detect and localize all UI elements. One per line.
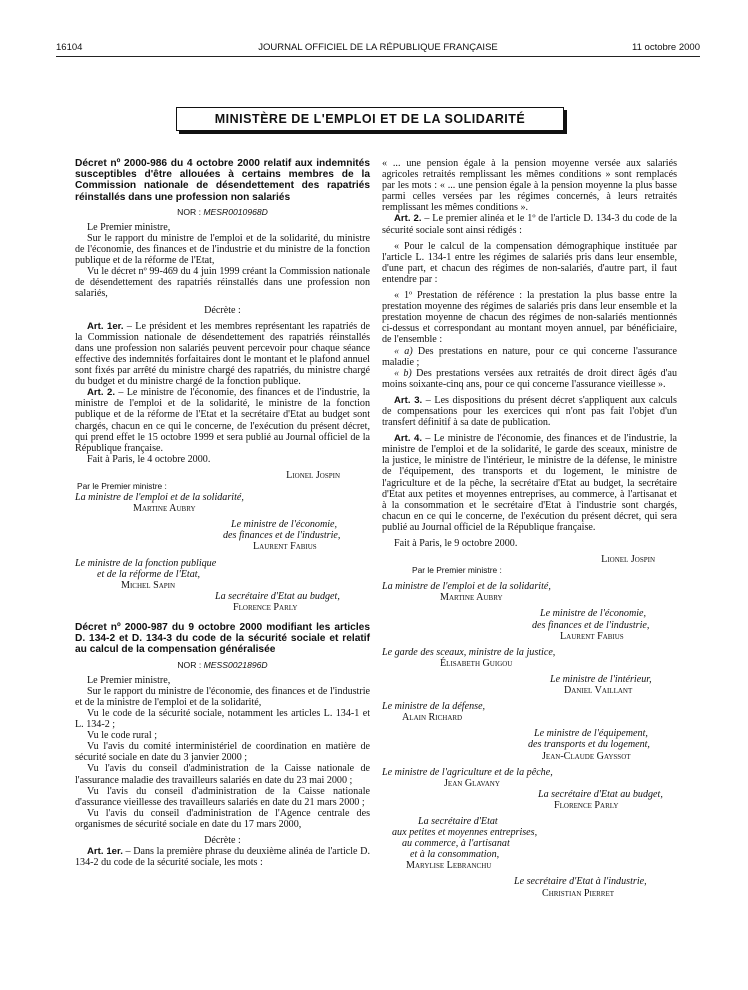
decree2-par-pm: Par le Premier ministre :	[412, 565, 502, 576]
decree2-r5	[382, 368, 677, 390]
decree2-s4-title: Le ministre de l'intérieur,	[550, 673, 652, 685]
decree2-s6-title-a: Le ministre de l'équipement,	[534, 728, 648, 740]
decree2-r5-text: Des prestations versées aux retraités de droit direct âgés d'au moins soixante-cinq ans, pour ce qui concerne l'assurance vieillesse ».	[382, 367, 678, 390]
decree1-s1-title: La ministre de l'emploi et de la solidarité,	[75, 492, 244, 504]
decree1-nor	[75, 207, 370, 218]
decree2-r1: « ... une pension égale à la pension moyenne versée aux salariés agricoles retraités remplissant les mêmes conditions » sont remplacés par les mots : « ... une pension égale à la pension moyenne la plus basse parmi celles versées par les régimes concernés, à leurs retraités remplissant les mêmes conditions ».	[382, 158, 677, 214]
decree2-s5-title: Le ministre de la défense,	[382, 701, 486, 713]
decree2-nor-code: MESS0021896D	[203, 659, 268, 670]
decree2-s5-name: Alain Richard	[402, 712, 463, 724]
decree1-art2	[75, 387, 370, 454]
decree1-s4-name: Florence Parly	[233, 601, 298, 613]
decree1-par-pm: Par le Premier ministre :	[77, 480, 167, 491]
decree1-fait: Fait à Paris, le 4 octobre 2000.	[87, 453, 211, 465]
decree1-art1-text: – Le président et les membres représentant les rapatriés de la Commission nationale de désendettement des rapatriés réinstallés dans une profession non salariés peuvent percevoir pour chaque séance effective des indemnités forfaitaires dont le montant et le plafond annuel sont fixés par arrêté du ministre chargé des rapatriés, du ministre chargé du budget et du ministre chargé de la fonction publique.	[75, 320, 371, 388]
decree2-s7-name: Jean Glavany	[444, 777, 500, 789]
left-column	[75, 158, 370, 868]
decree2-p1: Le Premier ministre,	[87, 674, 171, 686]
decree2-s1-name: Martine Aubry	[440, 592, 503, 604]
decree1-s2-title-a: Le ministre de l'économie,	[231, 519, 338, 531]
decree2-s9-c: au commerce, à l'artisanat	[402, 838, 510, 850]
decree2-s7-title: Le ministre de l'agriculture et de la pêche,	[382, 766, 553, 778]
decree1-s3-title-b: et de la réforme de l'Etat,	[97, 568, 201, 580]
decree2-r4-marker: « a)	[394, 345, 413, 357]
decree2-p5: Vu l'avis du comité interministériel de coordination en matière de sécurité sociale en date du 3 janvier 2000 ;	[75, 741, 370, 764]
decree2-art3-text: – Les dispositions du présent décret s'appliquent aux calculs de compensations pour les exercices qui n'ont pas fait l'objet d'un transfert définitif à sa date de publication.	[382, 394, 677, 429]
decree2-art2-text: – Le premier alinéa et le 1º de l'article D. 134-3 du code de la sécurité sociale sont ainsi rédigés :	[382, 213, 677, 236]
decree1-s2-title-b: des finances et de l'industrie,	[223, 530, 341, 542]
decree2-s6-title-b: des transports et du logement,	[528, 739, 650, 751]
decree1-p3: Vu le décret nº 99-469 du 4 juin 1999 créant la Commission nationale de désendettement des rapatriés réinstallés dans une profession non salariés,	[75, 266, 370, 300]
decree2-art1-label: Art. 1er.	[87, 846, 123, 858]
decree2-r3: « 1º Prestation de référence : la prestation la plus basse entre la prestation moyenne des régimes de salariés pris dans leur ensemble et la prestation moyenne de chacun des régimes de non-salariés mentionnés ci-dessus et correspondant au montant moyen annuel, par bénéficiaire, de l'ensemble :	[382, 290, 677, 346]
issue-date: 11 octobre 2000	[632, 42, 700, 53]
decree2-art2	[382, 213, 677, 235]
decree2-p3: Vu le code de la sécurité sociale, notamment les articles L. 134-1 et L. 134-2 ;	[75, 707, 370, 731]
decree2-p8: Vu l'avis du conseil d'administration de l'Agence centrale des organismes de sécurité sociale en date du 17 mars 2000,	[75, 807, 370, 830]
decree2-nor	[75, 660, 370, 671]
decree2-s10-name: Christian Pierret	[542, 887, 615, 899]
decree2-s2-title-a: Le ministre de l'économie,	[540, 608, 647, 620]
decree1-s3-name: Michel Sapin	[121, 579, 176, 591]
decree2-s6-name: Jean-Claude Gayssot	[542, 750, 631, 762]
decree2-art3-label: Art. 3.	[394, 394, 423, 406]
decree1-art1-label: Art. 1er.	[87, 320, 124, 332]
decree2-title: Décret nº 2000-987 du 9 octobre 2000 modifiant les articles D. 134-2 et D. 134-3 du code de la sécurité sociale et relatif au calcul de la compensation généralisée	[75, 622, 370, 656]
decree2-decrete: Décrète :	[204, 835, 241, 847]
decree2-art4	[382, 433, 677, 533]
decree1-s3-title-a: Le ministre de la fonction publique	[75, 557, 217, 569]
decree2-s3-name: Élisabeth Guigou	[440, 657, 513, 669]
decree2-s2-name: Laurent Fabius	[560, 630, 624, 642]
decree2-s4-name: Daniel Vaillant	[564, 685, 633, 697]
decree2-r5-marker: « b)	[394, 367, 412, 379]
decree1-nor-label: NOR :	[177, 206, 201, 217]
decree1-art2-text: – Le ministre de l'économie, des finances et de l'industrie, la ministre de l'emploi et de la solidarité, le ministre de la fonction publique et de la réforme de l'Etat et la secrétaire d'Etat au budget sont chargés, chacun en ce qui le concerne, de l'exécution du présent décret, qui prend effet le 15 octobre 1999 et sera publié au Journal officiel de la République française.	[75, 387, 370, 454]
decree2-s3-title: Le garde des sceaux, ministre de la justice,	[382, 646, 556, 658]
decree2-r4-text: Des prestations en nature, pour ce qui concerne l'assurance maladie ;	[382, 345, 677, 368]
decree2-art3	[382, 395, 677, 428]
header-rule	[56, 56, 700, 57]
decree2-s8-name: Florence Parly	[554, 799, 619, 811]
decree2-art4-label: Art. 4.	[394, 433, 422, 445]
ministry-heading: MINISTÈRE DE L'EMPLOI ET DE LA SOLIDARITÉ	[214, 112, 526, 126]
decree1-s4-title: La secrétaire d'Etat au budget,	[215, 590, 340, 602]
decree2-p4: Vu le code rural ;	[87, 730, 158, 742]
decree2-art4-text: – Le ministre de l'économie, des finances et de l'industrie, la ministre de l'emploi et de la solidarité, le garde des sceaux, ministre de la justice, le ministre de l'intérieur, le ministre de la défense, le ministre de l'équipement, des transports et du logement, le ministre de l'agriculture et de la pêche, la secrétaire d'Etat au budget, la secrétaire d'Etat aux petites et moyennes entreprises, au commerce, à l'artisanat et à la consommation et le secrétaire d'Etat à l'industrie sont chargés, chacun en ce qui le concerne, de l'exécution du présent décret, qui sera publié au Journal officiel de la République française.	[382, 433, 677, 533]
decree1-decrete: Décrète :	[204, 304, 241, 316]
decree2-s9-b: aux petites et moyennes entreprises,	[392, 827, 538, 839]
decree1-art1	[75, 321, 370, 388]
decree2-p6: Vu l'avis du conseil d'administration de la Caisse nationale de l'assurance maladie des travailleurs salariés en date du 23 mai 2000 ;	[75, 763, 370, 786]
decree2-s10-title: Le secrétaire d'Etat à l'industrie,	[514, 876, 647, 888]
decree1-p2: Sur le rapport du ministre de l'emploi et de la solidarité, du ministre de l'économie, des finances et de l'industrie et du ministre de la fonction publique et de la réforme de l'Etat,	[75, 233, 370, 267]
ministry-heading-box	[176, 107, 564, 131]
decree1-nor-code: MESR0010968D	[203, 206, 268, 217]
decree2-fait: Fait à Paris, le 9 octobre 2000.	[394, 538, 518, 549]
decree2-s2-title-b: des finances et de l'industrie,	[532, 619, 650, 631]
decree2-p7: Vu l'avis du conseil d'administration de la Caisse nationale d'assurance vieillesse des travailleurs salariés en date du 21 mars 2000 ;	[75, 785, 370, 808]
decree2-nor-label: NOR :	[177, 659, 202, 670]
decree1-pm-name: Lionel Jospin	[286, 469, 340, 481]
decree1-s1-name: Martine Aubry	[133, 503, 196, 515]
decree2-s1-title: La ministre de l'emploi et de la solidarité,	[382, 581, 551, 593]
right-column	[382, 158, 677, 899]
decree2-r4	[382, 346, 677, 368]
journal-title: JOURNAL OFFICIEL DE LA RÉPUBLIQUE FRANÇAISE	[258, 42, 498, 53]
decree2-s9-d: et à la consommation,	[410, 849, 500, 861]
decree2-s9-name: Marylise Lebranchu	[406, 860, 492, 872]
decree2-art1-text: – Dans la première phrase du deuxième alinéa de l'article D. 134-2 du code de la sécurité sociale, les mots :	[75, 846, 370, 869]
decree2-art1	[75, 846, 370, 868]
decree2-s8-title: La secrétaire d'Etat au budget,	[538, 788, 663, 800]
decree2-s9-a: La secrétaire d'Etat	[418, 815, 498, 827]
page-number: 16104	[56, 42, 83, 53]
decree1-p1: Le Premier ministre,	[87, 221, 171, 233]
decree1-title: Décret nº 2000-986 du 4 octobre 2000 relatif aux indemnités susceptibles d'être allouées à certains membres de la Commission nationale de désendettement des rapatriés réinstallés dans une profession non salariés	[75, 158, 370, 203]
decree1-art2-label: Art. 2.	[87, 387, 115, 399]
decree2-pm-name: Lionel Jospin	[601, 554, 655, 566]
decree1-s2-name: Laurent Fabius	[253, 541, 317, 553]
decree2-art2-label: Art. 2.	[394, 213, 422, 225]
decree2-r2: « Pour le calcul de la compensation démographique instituée par l'article L. 134-1 entre les régimes de salariés pris dans leur ensemble, d'une part, et chacun des régimes de non-salariés, d'autre part, il faut entendre par :	[382, 240, 677, 285]
decree2-p2: Sur le rapport du ministre de l'économie, des finances et de l'industrie et de la ministre de l'emploi et de la solidarité,	[75, 685, 370, 708]
